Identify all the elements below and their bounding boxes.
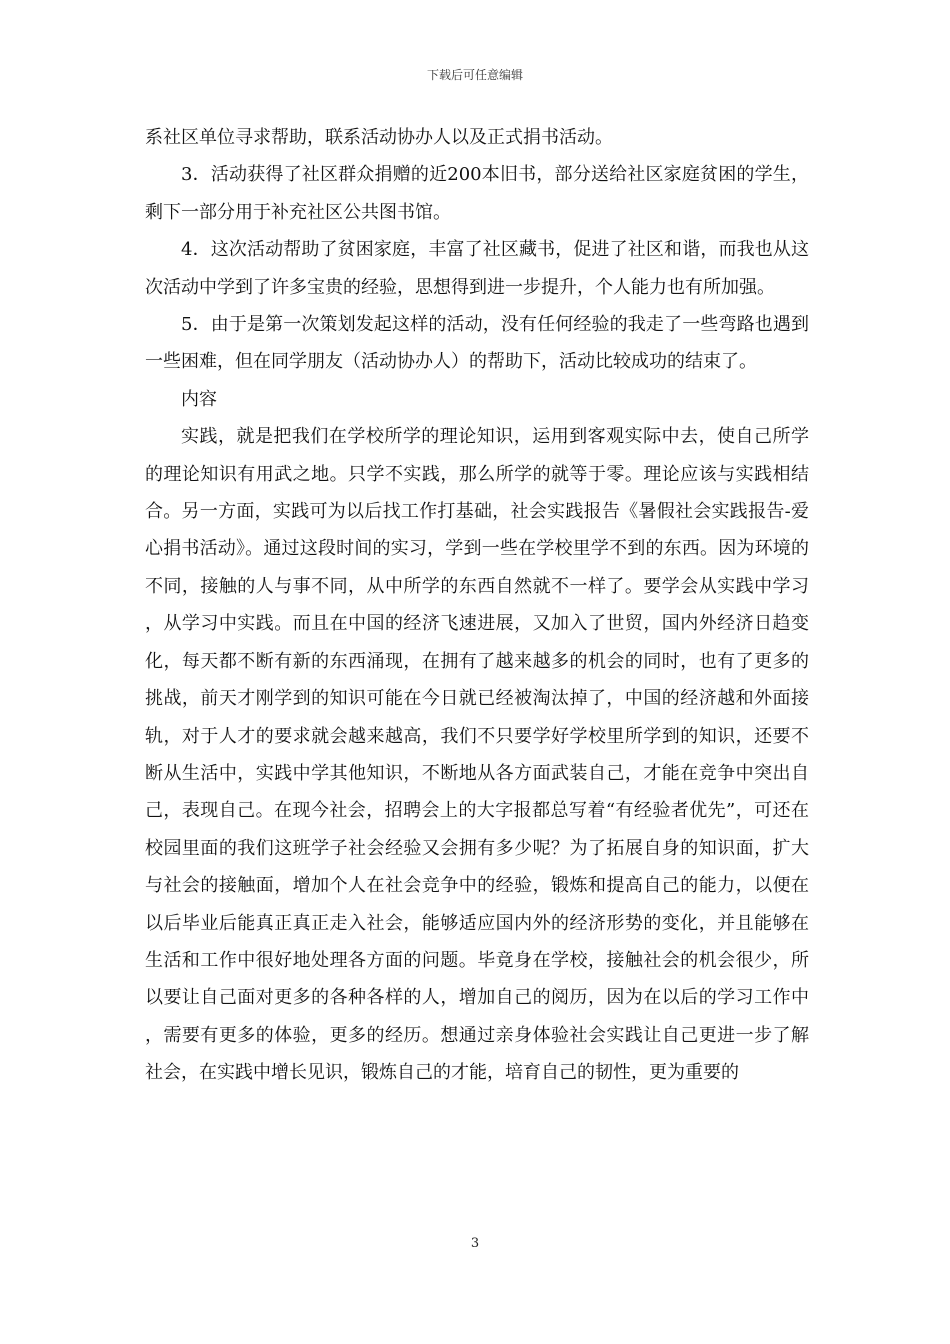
page-number: 3 — [470, 1236, 480, 1251]
paragraph-practice: 实践，就是把我们在学校所学的理论知识，运用到客观实际中去，使自己所学的理论知识有用武之地。只学不实践，那么所学的就等于零。理论应该与实践相结合。另一方面，实践可为以后找工作打基础，社会实践报告《暑假社会实践报告-爱心捐书活动》。通过这段时间的实习，学到一些在学校里学不到的东西。因为环境的不同，接触的人与事不同，从中所学的东西自然就不一样了。要学会从实践中学习，从学习中实践。而且在中国的经济飞速进展，又加入了世贸，国内外经济日趋变化，每天都不断有新的东西涌现，在拥有了越来越多的机会的同时，也有了更多的挑战，前天才刚学到的知识可能在今日就已经被淘汰掉了，中国的经济越和外面接轨，对于人才的要求就会越来越高，我们不只要学好学校里所学到的知识，还要不断从生活中，实践中学其他知识，不断地从各方面武装自己，才能在竞争中突出自己，表现自己。在现今社会，招聘会上的大字报都总写着“有经验者优先”，可还在校园里面的我们这班学子社会经验又会拥有多少呢？为了拓展自身的知识面，扩大与社会的接触面，增加个人在社会竞争中的经验，锻炼和提高自己的能力，以便在以后毕业后能真正真正走入社会，能够适应国内外的经济形势的变化，并且能够在生活和工作中很好地处理各方面的问题。毕竟身在学校，接触社会的机会很少，所以要让自己面对更多的各种各样的人，增加自己的阅历，因为在以后的学习工作中，需要有更多的体验，更多的经历。想通过亲身体验社会实践让自己更进一步了解社会，在实践中增长见识，锻炼自己的才能，培育自己的韧性，更为重要的 — [145, 426, 809, 1084]
paragraph-item-4: 4．这次活动帮助了贫困家庭，丰富了社区藏书，促进了社区和谐，而我也从这次活动中学到了许多宝贵的经验，思想得到进一步提升，个人能力也有所加强。 — [145, 239, 809, 298]
paragraph-continuation: 系社区单位寻求帮助，联系活动协办人以及正式捐书活动。 — [145, 127, 613, 148]
header-note: 下载后可任意编辑 — [426, 68, 523, 82]
document-body — [145, 119, 809, 1092]
paragraph-item-5: 5．由于是第一次策划发起这样的活动，没有任何经验的我走了一些弯路也遇到一些困难，但在同学朋友（活动协办人）的帮助下，活动比较成功的结束了。 — [145, 314, 809, 373]
paragraph-item-3: 3．活动获得了社区群众捐赠的近200本旧书，部分送给社区家庭贫困的学生，剩下一部分用于补充社区公共图书馆。 — [145, 164, 809, 223]
section-heading-content: 内容 — [181, 388, 217, 410]
